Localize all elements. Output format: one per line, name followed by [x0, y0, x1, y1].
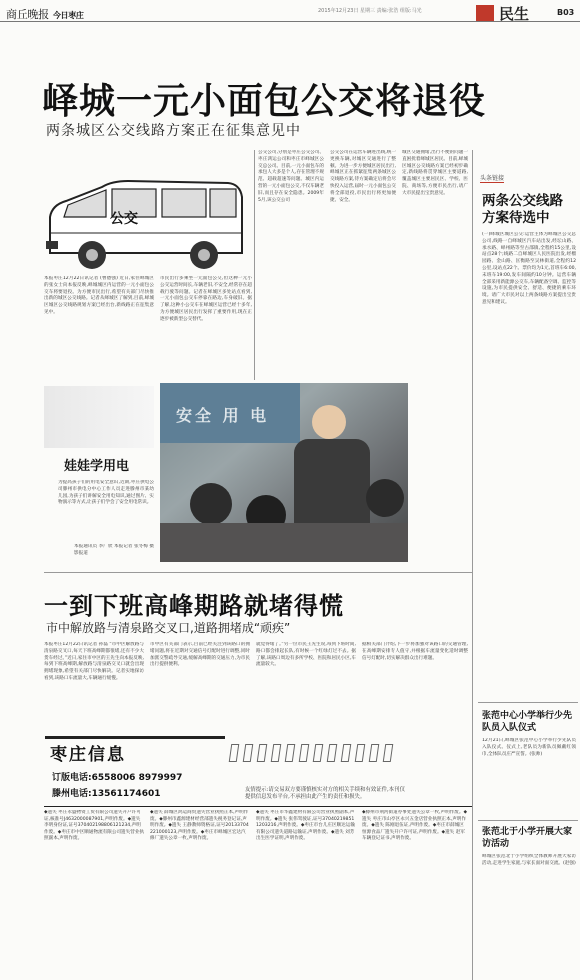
- second-column-2: 市中区有关部门表示,目前已经关注到该路口的拥堵问题,将在近期对交通信号灯配时进行调整,同时加派交警疏导交通,缓解高峰期的交通压力,为市民出行提供便利。: [150, 642, 250, 668]
- lead-column-5: 城区交通拥堵,出行不便的问题一直困扰着峄城区居民。目前,峄城区城区公交线路方案已经初步确定,新线路将贯穿城区主要道路,覆盖城区主要居民区、学校、医院、商场等,方便市民出行,请广大市民提出宝贵意见。: [402, 150, 468, 196]
- newspaper-logo: 商丘晚报 今日枣庄: [6, 8, 84, 21]
- classified-column-3: ◆遗失 枣庄市华鑫建材有限公司营业执照副本,声明作废。◆遗失 张伟驾驶证,证号370402198511203216,声明作废。◆枣庄市台儿庄区顺达运输有限公司遗失道路运输证,声明作废。◆遗失 刘芳出生医学证明,声明作废。: [256, 810, 355, 842]
- sidebar-title-2: 张范中心小学举行少先队员入队仪式: [482, 711, 573, 733]
- ad-phone-2: 滕州电话:13561174601: [52, 789, 161, 799]
- second-headline: 一到下班高峰期路就堵得慌: [44, 592, 344, 620]
- classified-column-1: ◆遗失 枣庄永盛物资工贸有限公司遗失开户许可证,核准号J4632000087901,声明作废。◆遗失 李明身份证,证号370402198806121234,声明作废。◆枣庄市中区顺通物流有限公司遗失营业执照副本,声明作废。: [44, 810, 144, 842]
- lead-headline: 峄城一元小面包公交将退役: [42, 81, 487, 122]
- minibus-illustration: [42, 175, 252, 273]
- bus-label: 公交: [110, 211, 138, 227]
- lead-column-1: 本报枣庄12月22日讯记者 (曹德强) 近日,家住峄城区的张女士向本报反映,峄城城区内运营的一元小面包公交车将要退役。为方便市民出行,希望有关部门尽快推出新的城区公交线路。记者从峄城区了解到,目前,峄城区城区公交线路规划方案已经出台,新线路正在征集意见中。: [44, 276, 154, 315]
- second-column-3: 就觉得堵了。”另一位市民王先生说,每到下班时间,路口都会排起长队,有时候一个红绿灯过不去。据了解,该路口周边有多所学校、医院和居民小区,车流量较大。: [256, 642, 356, 668]
- lead-column-3: 公交公司,分别是枣庄公交公司、枣庄鸿运公司和枣庄市峄城区公交总公司。目前,一元小面包车的承包人大多是个人,存在管理不规范、超载超速等问题。城区内运营的一元小面包公交,不仅车辆老旧,而且存在安全隐患。2009年5月,该公交公司: [258, 150, 324, 203]
- section-title: 民生: [499, 4, 530, 23]
- photo-foreground: [160, 523, 408, 562]
- sidebar-body-2: 12月21日,峄城区张范中心小学举行少先队员入队仪式。仪式上,老队员为新队员佩戴红领巾,全体队员庄严宣誓。(张帅): [482, 738, 576, 757]
- sidebar-body-1: (一)峄城区城区公交:运营主体为峄城区公交总公司,线路一自峄城区汽车站出发,经坛山路、承水路、峄州路等至古邵镇,全程约15公里,设站点28个;线路二自峄城区人民医院出发,经榴园路、金山路、匡衡路至吴林街道,全程约12公里,设站点22个。票价均为1元,首班车6:00,末班车19:00,发车间隔约10分钟。运营车辆全部采用新能源公交车,车辆配备空调、监控等设施,为市民提供安全、舒适、便捷的乘车环境。请广大市民对以上两条线路方案提出宝贵意见和建议。: [482, 232, 576, 305]
- page-number: B03: [557, 8, 575, 17]
- photo-person-head: [312, 405, 346, 439]
- news-photo: [160, 383, 408, 562]
- decorative-band: [44, 386, 154, 448]
- photo-child: [190, 483, 232, 525]
- photo-story-title: 娃娃学用电: [64, 459, 130, 474]
- lead-column-4: 公交公司在运营车辆进出线,统一更换车辆,对城区交通进行了整顿。为进一步方便城区居民出行,峄城区正在抓紧征集两条城区公交线路方案,待方案确定后将会尽快投入运营,届时一元小面包公交将全部退役,市民出行将更加便捷、安全。: [330, 150, 396, 203]
- date-line: 2015年12月23日 星期三 责编:张浩 组版:马光: [318, 8, 422, 14]
- sidebar-divider-line: [478, 702, 578, 703]
- sidebar-body-3: 峄城区张范北于小学组织全体教师开展大家访活动,走进学生家庭,与家长面对面交流。(赵强): [482, 854, 576, 866]
- section-divider: [44, 572, 472, 573]
- classified-brand: 枣庄信息: [50, 745, 126, 765]
- section-flag-icon: [476, 5, 494, 21]
- photo-child: [366, 479, 404, 517]
- column-divider: [254, 150, 255, 380]
- sidebar-title-1: 两条公交线路方案待选中: [482, 193, 563, 226]
- lead-subhead: 两条城区公交线路方案正在征集意见中: [46, 123, 301, 139]
- sidebar-title-3: 张范北于小学开展大家访活动: [482, 827, 573, 849]
- photo-caption: 为提高孩子们的用电安全意识,近期,枣庄供电公司滕州市供电分中心工作人员走进滕州市某幼儿园,为孩子们讲解安全用电知识,通过图片、实物演示等方式,让孩子们学会了安全用电常识。: [58, 480, 154, 506]
- photo-credit: 本报通讯员 李广欣 本报记者 张冬梅 摄影报道: [74, 544, 154, 556]
- second-column-1: 本报枣庄12月22日讯记者 孙磊 “市中区解放路与清泉路交叉口,每天下班高峰期都很堵,还有不少大货车经过。”近日,家住市中区的王先生向本报反映,每到下班高峰期,解放路与清泉路交叉口就会出现拥堵现象,希望有关部门尽快解决。记者实地探访看到,该路口车流量大,车辆通行缓慢。: [44, 642, 144, 681]
- ad-phone-1: 订版电话:6558006 8979997: [52, 773, 183, 783]
- sidebar-divider: [472, 150, 473, 980]
- decorative-bars: [230, 744, 392, 762]
- classified-rule: [44, 806, 472, 807]
- section-label: [476, 4, 560, 22]
- classified-column-2: ◆遗失 薛城区鸿运商贸遗失营业执照正本,声明作废。◆滕州市鑫源建材经营部遗失税务登记证,声明作废。◆遗失 王静教师资格证,证号20133704221000123,声明作废。◆枣庄市峄城区宏达汽修厂遗失公章一枚,声明作废。: [150, 810, 249, 842]
- lead-column-2: 市民出行多乘坐一元面包公交,但这种一元小公交运营时间长,车辆老旧,不安全,经常存在超载行驶等问题。记者在峄城区多处站点看到,一元小面包公交车停靠在路边,车身破旧。据了解,这种小公交车在峄城区运营已经十多年,为方便城区居民出行发挥了重要作用,现在正逐步被新型公交替代。: [160, 276, 252, 322]
- sidebar-tag: 头条链接: [480, 175, 505, 182]
- second-column-4: 据相关部门介绍,下一步将加强对该路口的交通管理,在高峰期安排专人值守,并根据车流量变化适时调整信号灯配时,切实解决群众出行难题。: [362, 642, 468, 661]
- photo-sign-text: 安全 用 电: [176, 406, 270, 425]
- second-subhead: 市中解放路与清泉路交叉口,道路拥堵成“顽疾”: [46, 621, 291, 635]
- classified-column-4: ◆滕州市荆河街道办事处遗失公章一枚,声明作废。◆遗失 枣庄市山亭区永兴五金店营业执照正本,声明作废。◆遗失 陈刚退伍证,声明作废。◆枣庄市薛城区恒源食品厂遗失开户许可证,声明作废。◆遗失 赵军车辆登记证书,声明作废。: [362, 810, 467, 842]
- sidebar-divider-line: [478, 820, 578, 821]
- ad-notice: 友情提示:请交易双方要谨慎核实对方的相关手续和有效证件,本刊仅提供信息发布平台,不承担由此产生的责任和损失。: [245, 787, 405, 800]
